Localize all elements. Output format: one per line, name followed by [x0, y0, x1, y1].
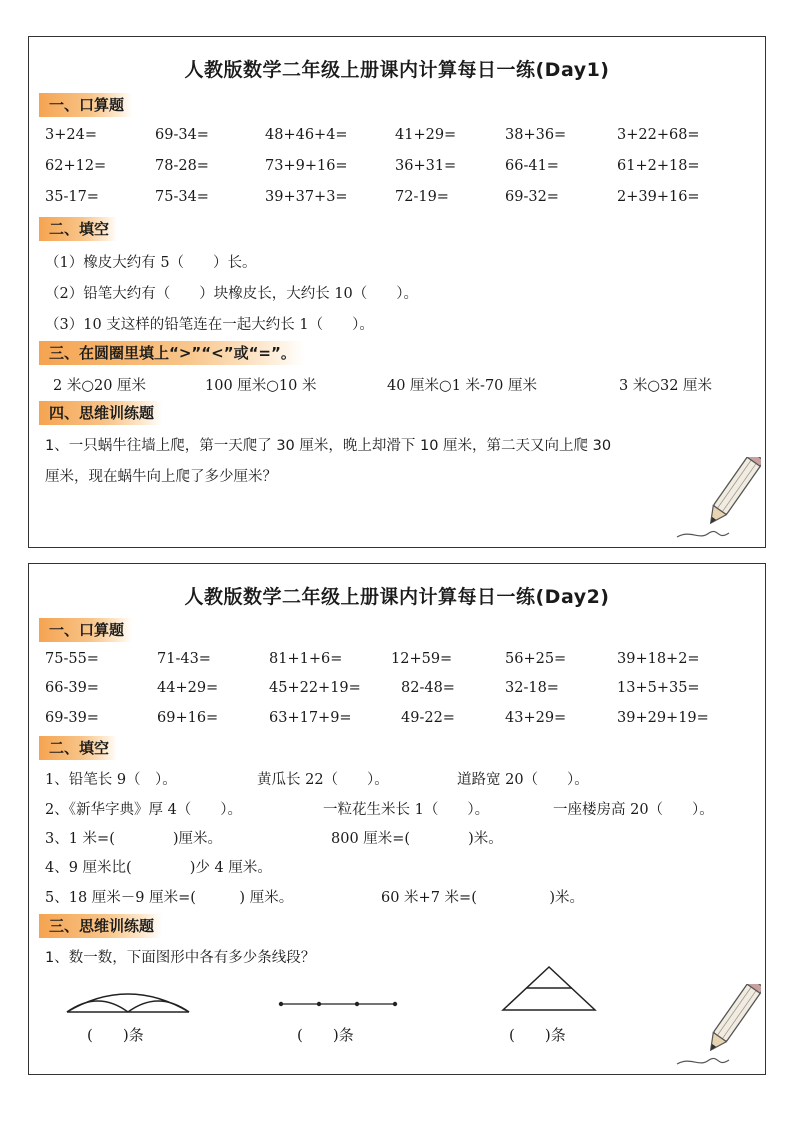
calc-item: 73+9+16= — [265, 158, 348, 174]
fill-item: （3）10 支这样的铅笔连在一起大约长 1（ ）。 — [45, 317, 374, 333]
pencil-icon — [669, 457, 761, 545]
fill-item: 道路宽 20（ ）。 — [457, 772, 589, 788]
fill-row — [45, 856, 755, 878]
calc-item: 48+46+4= — [265, 127, 348, 143]
calc-item: 39+18+2= — [617, 651, 700, 667]
fill-row — [45, 798, 755, 820]
fill-row — [45, 827, 755, 849]
compare-item: 2 米○20 厘米 — [53, 378, 147, 394]
calc-item: 49-22= — [401, 710, 455, 726]
pencil-icon — [669, 984, 761, 1072]
calc-item: 56+25= — [505, 651, 567, 667]
arc-segment-figure — [63, 982, 193, 1018]
problem-text: 1、一只蜗牛往墙上爬，第一天爬了 30 厘米，晚上却滑下 10 厘米，第二天又向上爬 30 — [45, 438, 612, 454]
calc-item: 82-48= — [401, 680, 455, 696]
fill-item: 2、《新华字典》厚 4（ ）。 — [45, 802, 243, 818]
calc-row — [45, 189, 755, 211]
fill-item: （1）橡皮大约有 5（ ）长。 — [45, 255, 257, 271]
section-thinking: 三、思维训练题 — [39, 914, 162, 938]
calc-item: 32-18= — [505, 680, 559, 696]
worksheet-day1 — [28, 36, 766, 548]
compare-row — [45, 374, 755, 396]
calc-item: 66-41= — [505, 158, 559, 174]
calc-item: 72-19= — [395, 189, 449, 205]
calc-item: 45+22+19= — [269, 680, 361, 696]
calc-row — [45, 158, 755, 180]
section-fill-blank: 二、填空 — [39, 217, 117, 241]
calc-item: 66-39= — [45, 680, 99, 696]
calc-item: 61+2+18= — [617, 158, 700, 174]
calc-row — [45, 127, 755, 149]
section-oral-calc: 一、口算题 — [39, 93, 132, 117]
fill-row — [45, 886, 755, 908]
calc-item: 69-32= — [505, 189, 559, 205]
fill-row — [45, 768, 755, 790]
compare-item: 40 厘米○1 米-70 厘米 — [387, 378, 538, 394]
calc-item: 39+29+19= — [617, 710, 709, 726]
calc-item: 3+22+68= — [617, 127, 700, 143]
calc-item: 75-34= — [155, 189, 209, 205]
calc-item: 38+36= — [505, 127, 567, 143]
page-title: 人教版数学二年级上册课内计算每日一练(Day1) — [184, 59, 610, 81]
section-fill-blank: 二、填空 — [39, 736, 117, 760]
compare-item: 100 厘米○10 米 — [205, 378, 317, 394]
calc-item: 62+12= — [45, 158, 107, 174]
calc-item: 13+5+35= — [617, 680, 700, 696]
fill-item: 3、1 米=( )厘米。 — [45, 831, 223, 847]
calc-item: 35-17= — [45, 189, 99, 205]
fill-item: （2）铅笔大约有（ ）块橡皮长，大约长 10（ ）。 — [45, 286, 419, 302]
calc-item: 41+29= — [395, 127, 457, 143]
section-compare: 三、在圆圈里填上“>”“<”或“=”。 — [39, 341, 304, 365]
calc-row — [45, 680, 755, 702]
fill-item: 5、18 厘米－9 厘米=( ) 厘米。 — [45, 890, 294, 906]
calc-row — [45, 710, 755, 732]
calc-item: 43+29= — [505, 710, 567, 726]
calc-item: 69-34= — [155, 127, 209, 143]
fill-item: 800 厘米=( )米。 — [331, 831, 503, 847]
calc-item: 44+29= — [157, 680, 219, 696]
calc-item: 39+37+3= — [265, 189, 348, 205]
calc-item: 75-55= — [45, 651, 99, 667]
problem-text: 1、数一数，下面图形中各有多少条线段？ — [45, 950, 316, 966]
fill-item: 一座楼房高 20（ ）。 — [553, 802, 714, 818]
section-oral-calc: 一、口算题 — [39, 618, 132, 642]
calc-item: 71-43= — [157, 651, 211, 667]
dotted-segment-figure — [277, 998, 399, 1010]
fill-item: 一粒花生米长 1（ ）。 — [323, 802, 490, 818]
triangle-figure — [499, 964, 599, 1014]
calc-item: 2+39+16= — [617, 189, 700, 205]
fill-item: 4、9 厘米比( )少 4 厘米。 — [45, 860, 272, 876]
calc-item: 36+31= — [395, 158, 457, 174]
problem-text: 厘米，现在蜗牛向上爬了多少厘米？ — [45, 469, 277, 485]
fill-item: 60 米+7 米=( )米。 — [381, 890, 585, 906]
calc-item: 3+24= — [45, 127, 97, 143]
fill-item: 黄瓜长 22（ ）。 — [257, 772, 389, 788]
answer-blank: ( )条 — [87, 1026, 144, 1044]
calc-item: 63+17+9= — [269, 710, 352, 726]
calc-row — [45, 651, 755, 673]
answer-blank: ( )条 — [297, 1026, 354, 1044]
calc-item: 12+59= — [391, 651, 453, 667]
answer-blank: ( )条 — [509, 1026, 566, 1044]
compare-item: 3 米○32 厘米 — [619, 378, 713, 394]
calc-item: 69-39= — [45, 710, 99, 726]
calc-item: 78-28= — [155, 158, 209, 174]
calc-item: 81+1+6= — [269, 651, 343, 667]
calc-item: 69+16= — [157, 710, 219, 726]
worksheet-day2 — [28, 563, 766, 1075]
page-title: 人教版数学二年级上册课内计算每日一练(Day2) — [184, 586, 610, 608]
fill-item: 1、铅笔长 9（ ）。 — [45, 772, 177, 788]
section-thinking: 四、思维训练题 — [39, 401, 162, 425]
